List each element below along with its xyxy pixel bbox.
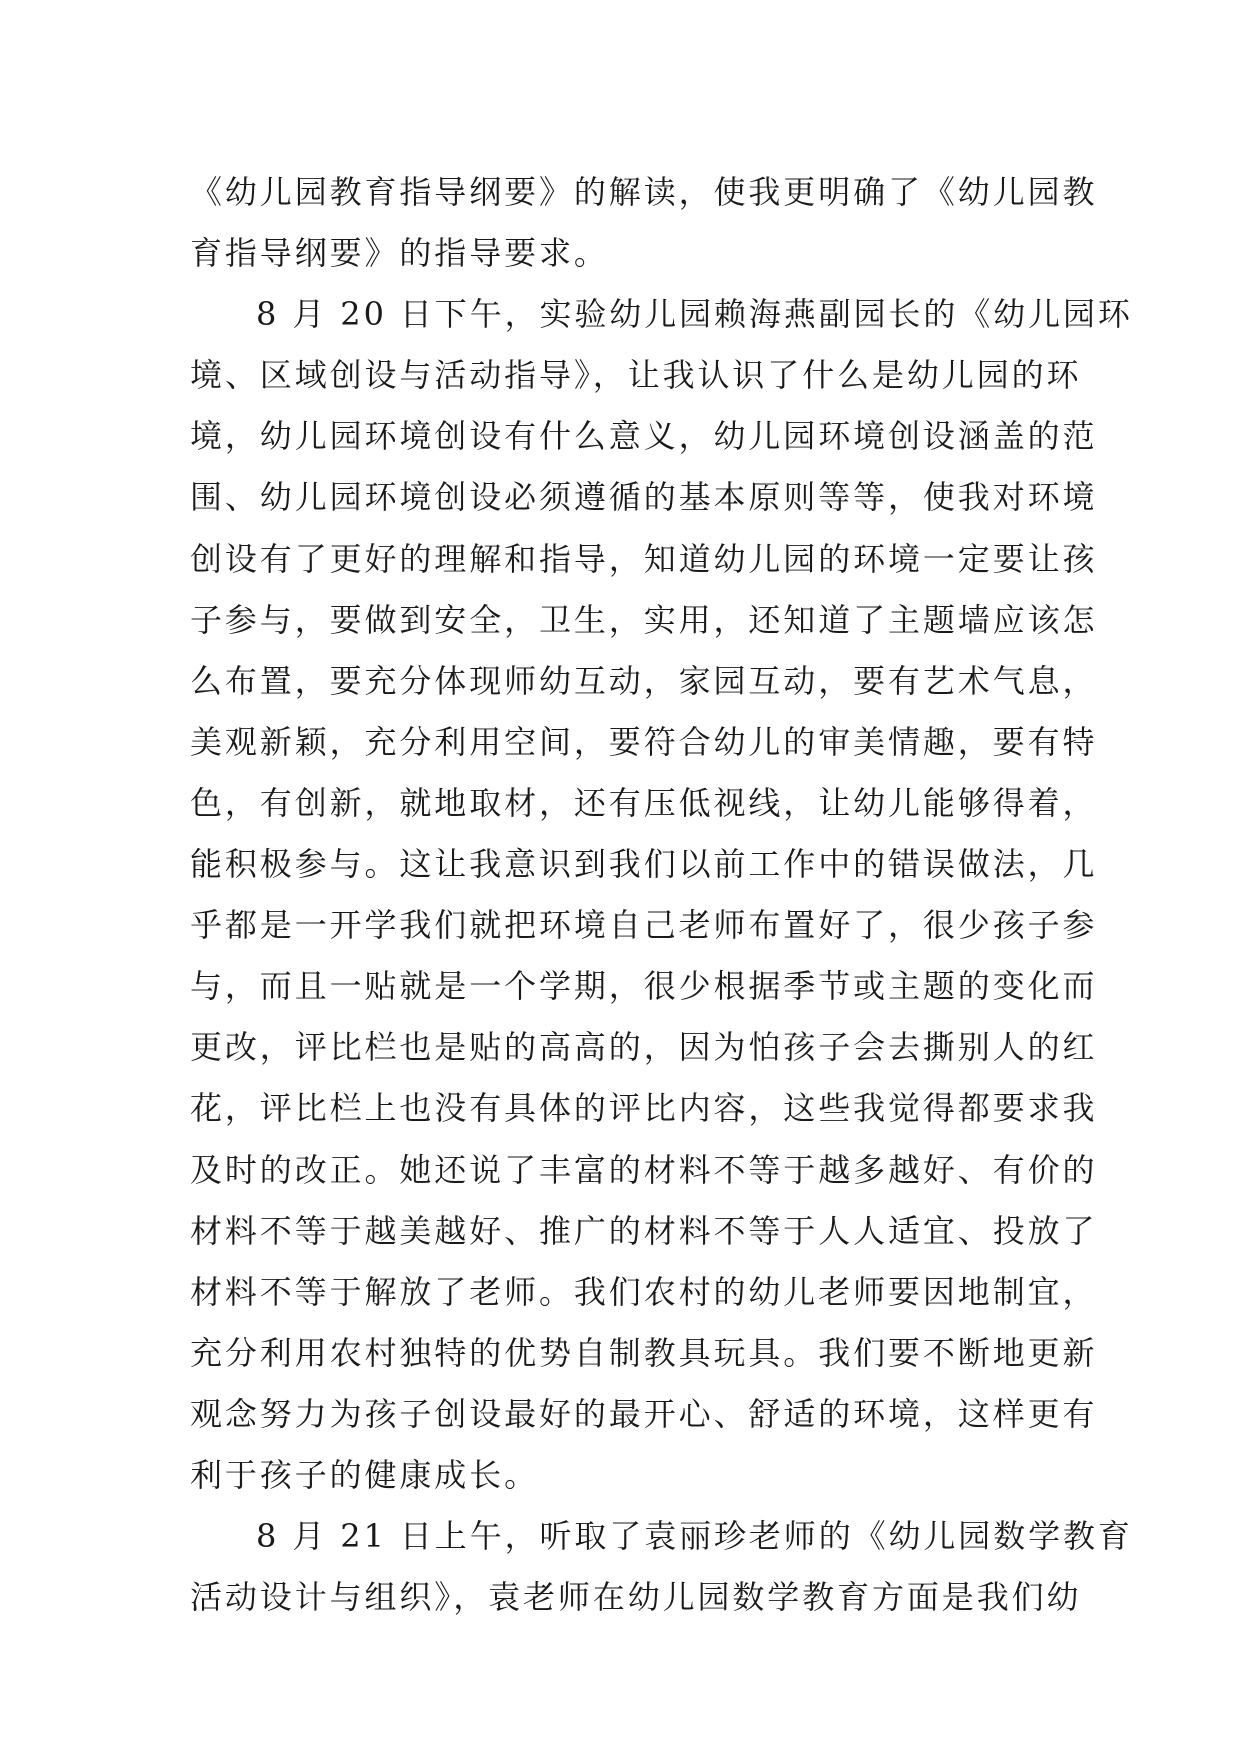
text-line: 围、幼儿园环境创设必须遵循的基本原则等等，使我对环境 [190, 478, 1098, 517]
text-line: 能积极参与。这让我意识到我们以前工作中的错误做法，几 [190, 845, 1098, 884]
paragraph-start-line: 8 月 20 日下午，实验幼儿园赖海燕副园长的《幼儿园环 [256, 295, 1133, 334]
text-line: 美观新颖，充分利用空间，要符合幼儿的审美情趣，要有特 [190, 722, 1098, 761]
text-line: 材料不等于解放了老师。我们农村的幼儿老师要因地制宜， [190, 1272, 1098, 1311]
text-line: 育指导纲要》的指导要求。 [190, 234, 609, 273]
text-line: 境，幼儿园环境创设有什么意义，幼儿园环境创设涵盖的范 [190, 417, 1098, 456]
text-line: 观念努力为孩子创设最好的最开心、舒适的环境，这样更有 [190, 1394, 1098, 1433]
text-line: 更改，评比栏也是贴的高高的，因为怕孩子会去撕别人的红 [190, 1028, 1098, 1067]
text-line: 境、区域创设与活动指导》，让我认识了什么是幼儿园的环 [190, 356, 1082, 395]
text-line: 活动设计与组织》，袁老师在幼儿园数学教育方面是我们幼 [190, 1578, 1082, 1617]
text-line: 充分利用农村独特的优势自制教具玩具。我们要不断地更新 [190, 1333, 1098, 1372]
text-line: 子参与，要做到安全，卫生，实用，还知道了主题墙应该怎 [190, 600, 1098, 639]
text-line: 乎都是一开学我们就把环境自己老师布置好了，很少孩子参 [190, 906, 1098, 945]
text-line: 色，有创新，就地取材，还有压低视线，让幼儿能够得着， [190, 783, 1098, 822]
text-line: 创设有了更好的理解和指导，知道幼儿园的环境一定要让孩 [190, 539, 1098, 578]
text-line: 利于孩子的健康成长。 [190, 1455, 540, 1494]
text-line: 么布置，要充分体现师幼互动，家园互动，要有艺术气息， [190, 661, 1098, 700]
text-line: 花，评比栏上也没有具体的评比内容，这些我觉得都要求我 [190, 1089, 1098, 1128]
text-line: 材料不等于越美越好、推广的材料不等于人人适宜、投放了 [190, 1211, 1098, 1250]
text-line: 与，而且一贴就是一个学期，很少根据季节或主题的变化而 [190, 967, 1098, 1006]
paragraph-start-line: 8 月 21 日上午，听取了袁丽珍老师的《幼儿园数学教育 [256, 1517, 1133, 1556]
text-line: 及时的改正。她还说了丰富的材料不等于越多越好、有价的 [190, 1150, 1098, 1189]
text-line: 《幼儿园教育指导纲要》的解读，使我更明确了《幼儿园教 [190, 173, 1098, 211]
body-text [190, 162, 1133, 1628]
